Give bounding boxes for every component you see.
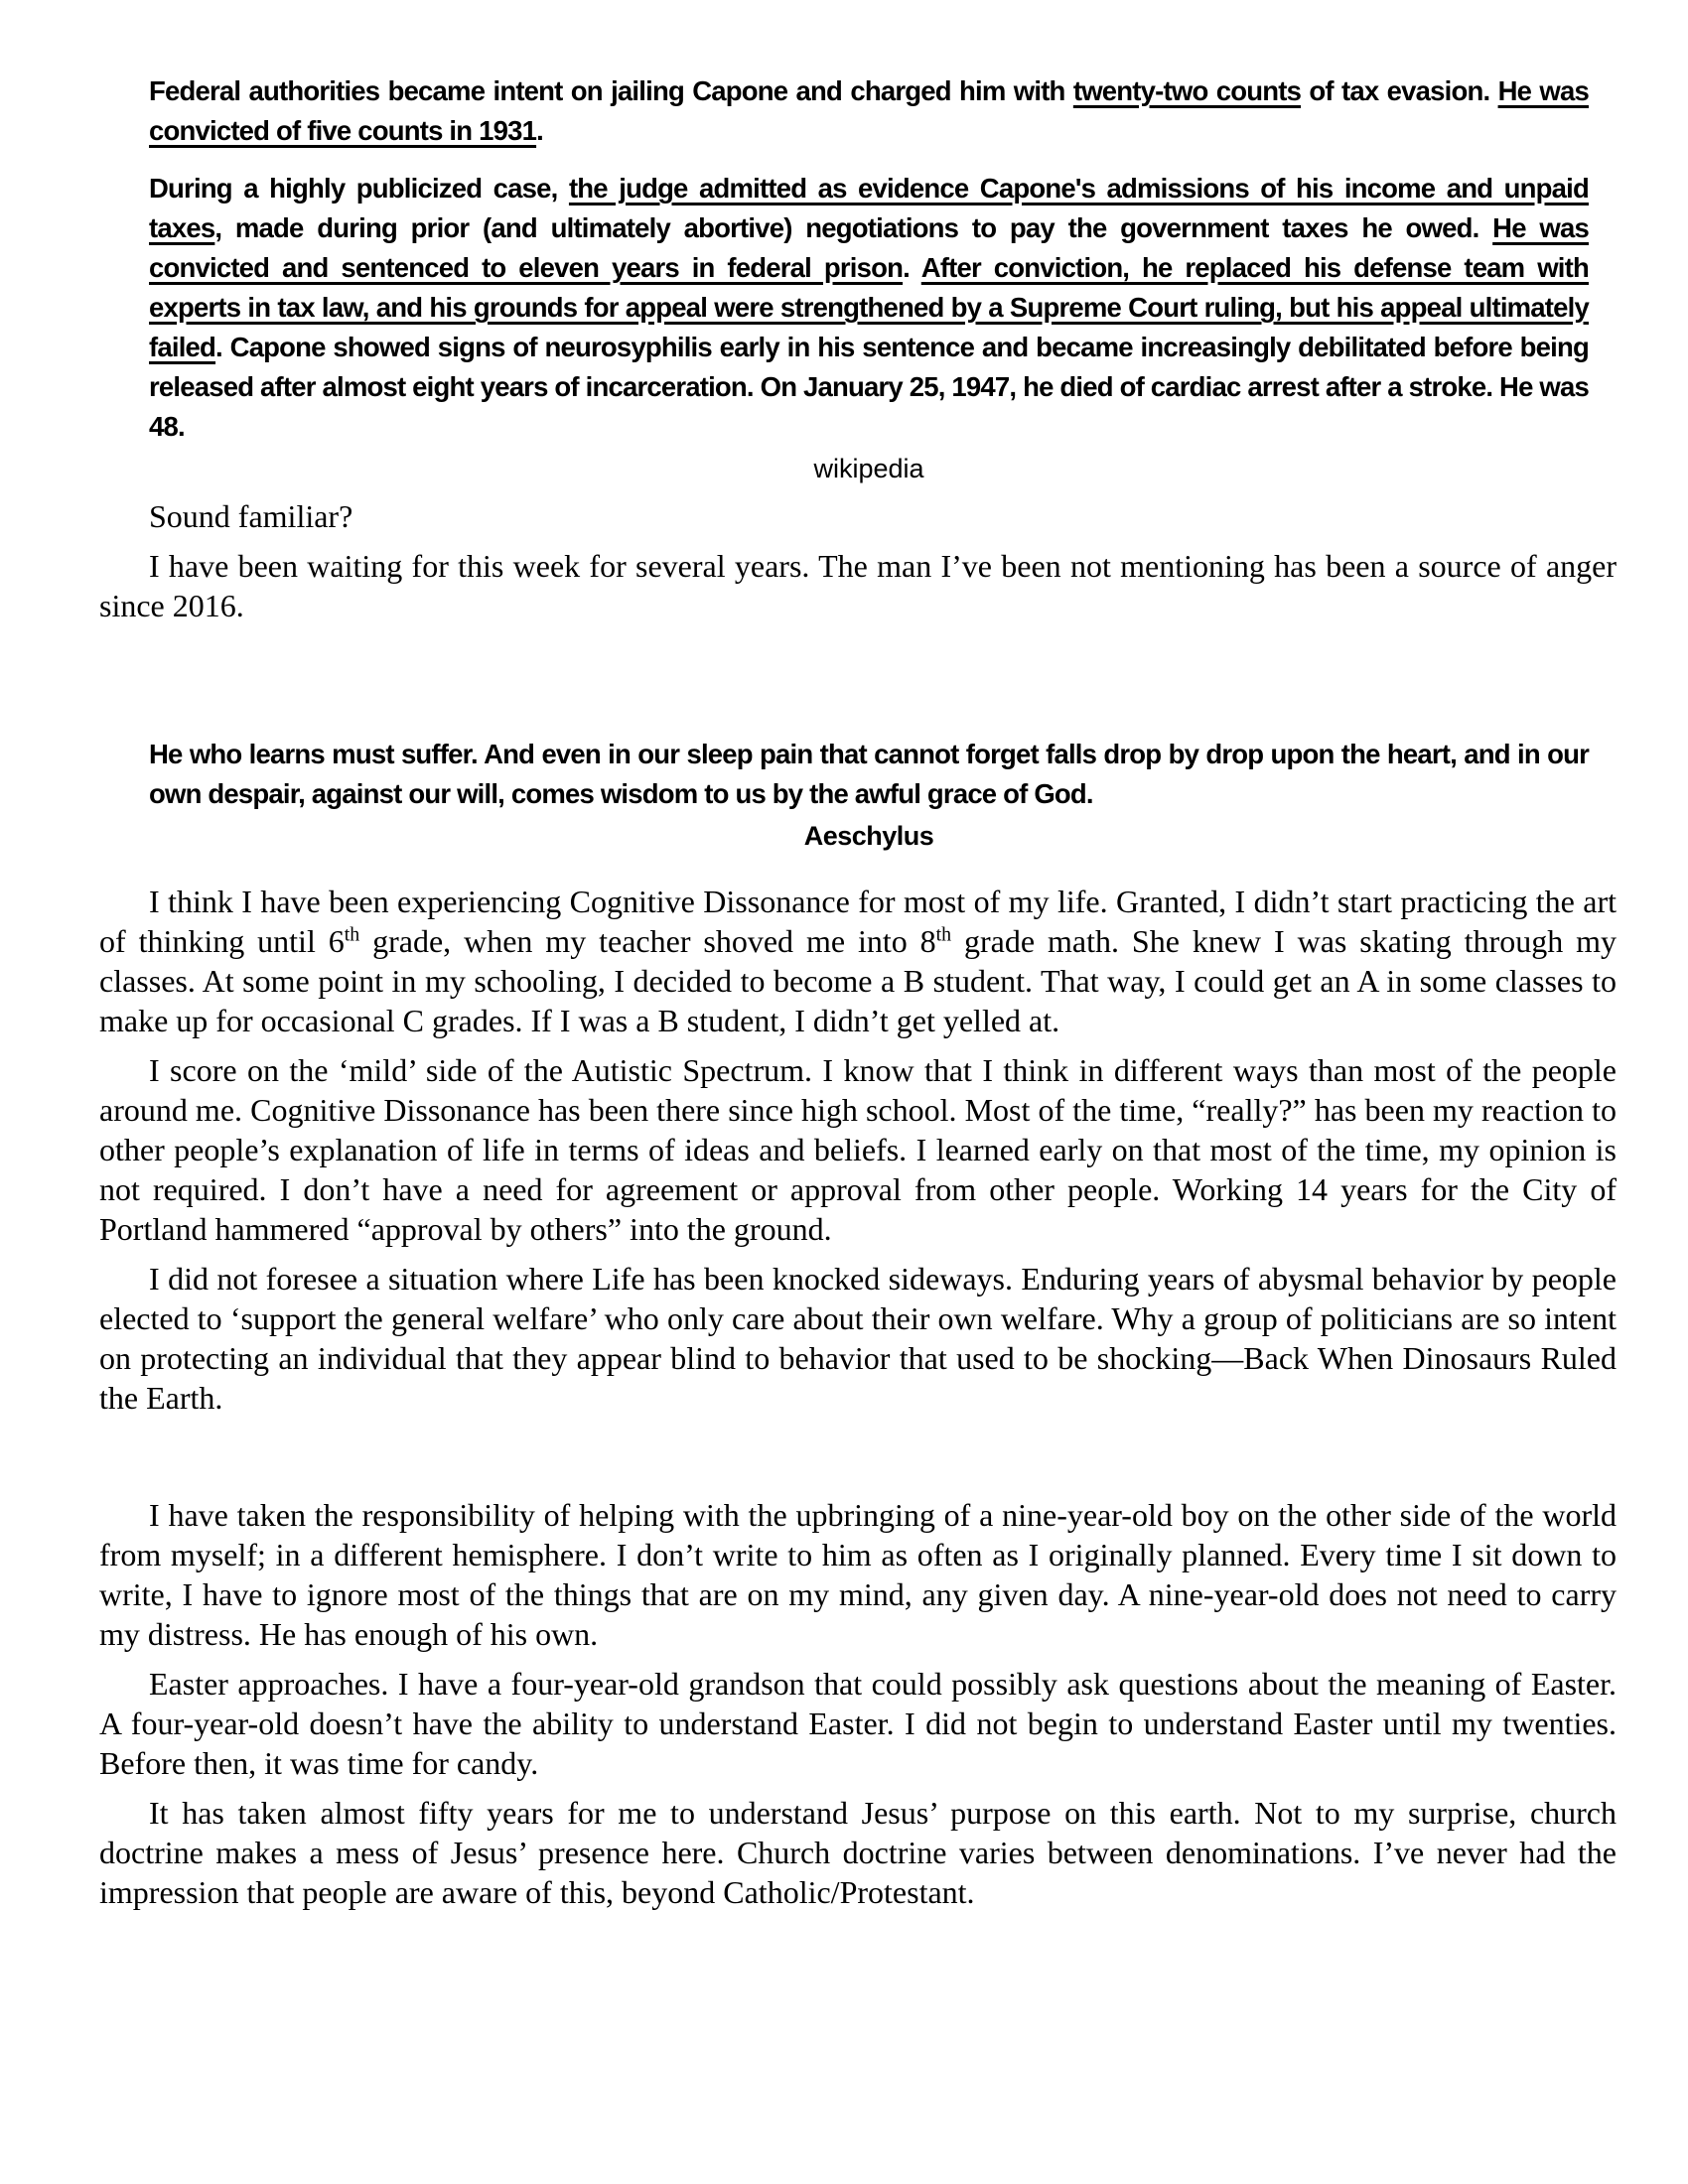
- essay-paragraph-easter: Easter approaches. I have a four-year-old grandson that could possibly ask questions about the meaning of Easter. A four-year-old doesn’t have the ability to understand Easter. I did not begin to understand Easter until my twenties. Before then, it was time for candy.: [99, 1666, 1617, 1781]
- underlined-text-run: twenty-two counts: [1072, 75, 1302, 106]
- aeschylus-quote-text: He who learns must suffer. And even in our sleep pain that cannot forget falls drop by drop upon the heart, and in our own despair, against our will, comes wisdom to us by the awful grace of God.: [149, 739, 1589, 809]
- underlined-text-run: He was convicted of five counts in 1931: [149, 75, 1589, 146]
- essay-paragraph-cognitive-dissonance: [99, 882, 1617, 1040]
- essay-paragraph-jesus-purpose: It has taken almost fifty years for me to understand Jesus’ purpose on this earth. Not to my surprise, church doctrine makes a mess of Jesus’ presence here. Church doctrine varies between denominations. I’ve never had the impression that people are aware of this, beyond Catholic/Protestant.: [99, 1795, 1617, 1910]
- capone-wikipedia-quote-block: [149, 71, 1589, 447]
- wikipedia-attribution: wikipedia: [813, 454, 924, 483]
- essay-paragraph-autistic-spectrum: I score on the ‘mild’ side of the Autistic Spectrum. I know that I think in different ways than most of the people around me. Cognitive Dissonance has been there since high school. Most of the time, “really?” has been my reaction to other people’s explanation of life in terms of ideas and beliefs. I learned early on that most of the time, my opinion is not required. I don’t have a need for agreement or approval from other people. Working 14 years for the City of Portland hammered “approval by others” into the ground.: [99, 1052, 1617, 1247]
- text-run: of tax evasion.: [1301, 75, 1498, 106]
- intro-paragraph: I have been waiting for this week for several years. The man I’ve been not mentioning has been a source of anger since 2016.: [99, 548, 1617, 623]
- superscript-th: th: [344, 923, 360, 946]
- text-run: .: [903, 252, 921, 283]
- essay-paragraph-nine-year-old: I have taken the responsibility of helping with the upbringing of a nine-year-old boy on the other side of the world from myself; in a different hemisphere. I don’t write to him as often as I originally planned. Every time I sit down to write, I have to ignore most of the things that are on my mind, any given day. A nine-year-old does not need to carry my distress. He has enough of his own.: [99, 1497, 1617, 1652]
- text-run: grade math. She knew I was skating through my classes. At some point in my schooling, I decided to become a B student. That way, I could get an A in some classes to make up for occasional C grades. If I was a B student, I didn’t get yelled at.: [99, 923, 1618, 1038]
- wiki-quote-paragraph-2: [149, 169, 1589, 447]
- sound-familiar-line: Sound familiar?: [149, 498, 353, 534]
- text-run: Federal authorities became intent on jailing Capone and charged him with: [149, 75, 1073, 106]
- essay-paragraph-knocked-sideways: I did not foresee a situation where Life has been knocked sideways. Enduring years of abysmal behavior by people elected to ‘support the general welfare’ who only care about their own welfare. Why a group of politicians are so intent on protecting an individual that they appear blind to behavior that used to be shocking—Back When Dinosaurs Ruled the Earth.: [99, 1261, 1617, 1416]
- underlined-text-run: After conviction, he replaced his defense team with experts in tax law, and his grounds for appeal were strengthened by a Supreme Court ruling, but his appeal ultimately failed: [149, 252, 1589, 362]
- text-run: During a highly publicized case,: [149, 173, 569, 204]
- aeschylus-quote-block: [149, 735, 1589, 814]
- superscript-th: th: [935, 923, 952, 946]
- text-run: , made during prior (and ultimately abortive) negotiations to pay the government taxes he owed.: [214, 212, 1493, 243]
- text-run: . Capone showed signs of neurosyphilis early in his sentence and became increasingly debilitated before being released after almost eight years of incarceration. On January 25, 1947, he died of cardiac arrest after a stroke. He was 48.: [149, 332, 1589, 442]
- wiki-quote-paragraph-1: [149, 71, 1589, 151]
- text-run: .: [536, 115, 543, 146]
- aeschylus-attribution: Aeschylus: [803, 821, 934, 851]
- underlined-text-run: He was convicted and sentenced to eleven years in federal prison: [149, 212, 1589, 283]
- text-run: grade, when my teacher shoved me into 8: [359, 923, 936, 959]
- underlined-text-run: the judge admitted as evidence Capone's admissions of his income and unpaid taxes: [149, 173, 1589, 243]
- text-run: I think I have been experiencing Cognitive Dissonance for most of my life. Granted, I didn’t start practicing the art of thinking until 6: [99, 884, 1617, 959]
